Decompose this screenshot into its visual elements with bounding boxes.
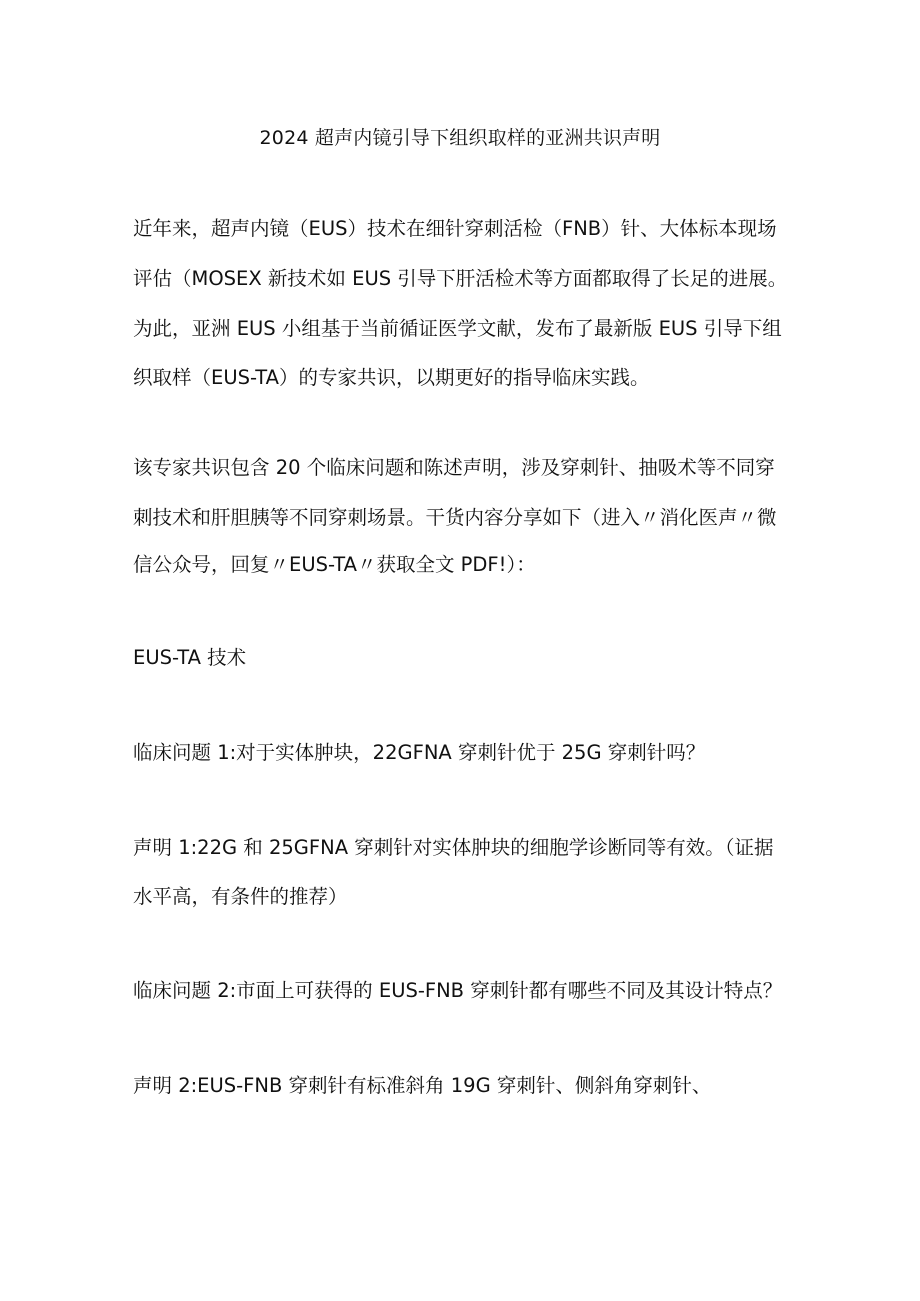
question-2: 临床问题 2:市面上可获得的 EUS-FNB 穿刺针都有哪些不同及其设计特点？ (133, 979, 783, 1002)
paragraph-1-line-1: 近年来，超声内镜（EUS）技术在细针穿刺活检（FNB）针、大体标本现场 (133, 217, 777, 240)
statement-1-line-2: 水平高，有条件的推荐） (133, 885, 348, 908)
paragraph-2-line-2: 刺技术和肝胆胰等不同穿刺场景。干货内容分享如下（进入〃消化医声〃微 (133, 506, 777, 529)
paragraph-1-line-4: 织取样（EUS-TA）的专家共识，以期更好的指导临床实践。 (133, 366, 650, 389)
statement-2-line-1: 声明 2:EUS-FNB 穿刺针有标准斜角 19G 穿刺针、侧斜角穿刺针、 (133, 1074, 712, 1097)
paragraph-2-line-3: 信公众号，回复〃EUS-TA〃获取全文 PDF!）： (133, 553, 536, 576)
paragraph-2-line-1: 该专家共识包含 20 个临床问题和陈述声明，涉及穿刺针、抽吸术等不同穿 (133, 456, 775, 479)
paragraph-1-line-3: 为此，亚洲 EUS 小组基于当前循证医学文献，发布了最新版 EUS 引导下组 (133, 317, 782, 340)
section-heading: EUS-TA 技术 (133, 646, 247, 669)
paragraph-1-line-2: 评估（MOSEX 新技术如 EUS 引导下肝活检术等方面都取得了长足的进展。 (133, 267, 788, 290)
statement-1-line-1: 声明 1:22G 和 25GFNA 穿刺针对实体肿块的细胞学诊断同等有效。（证据 (133, 836, 774, 859)
question-1: 临床问题 1:对于实体肿块，22GFNA 穿刺针优于 25G 穿刺针吗？ (133, 741, 706, 764)
document-title: 2024 超声内镜引导下组织取样的亚洲共识声明 (259, 127, 661, 149)
